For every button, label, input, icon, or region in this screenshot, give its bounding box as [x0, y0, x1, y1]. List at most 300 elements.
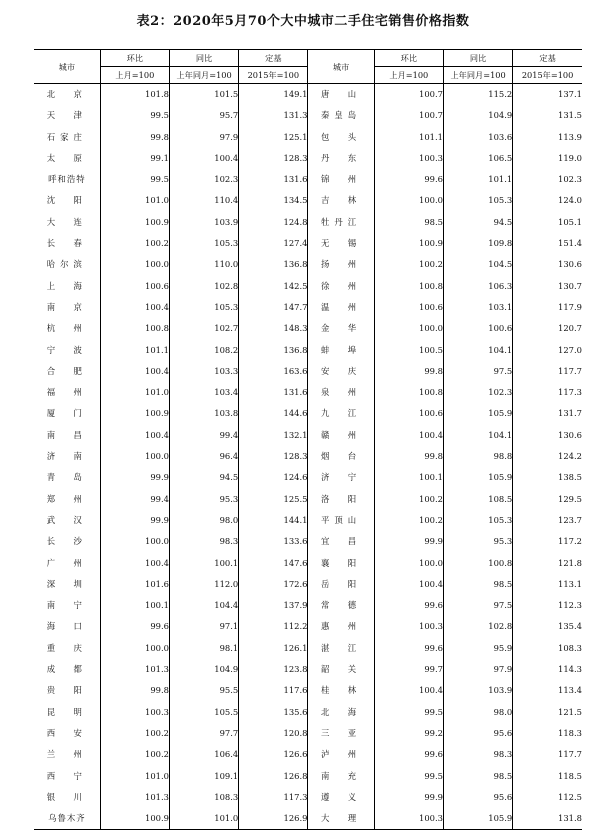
yoy-value-cell: 108.2 [169, 340, 238, 361]
city-cell: 湛 江 [308, 638, 374, 659]
yoy-value-cell: 106.3 [443, 276, 512, 297]
mom-value-cell: 100.8 [374, 382, 443, 403]
city-cell: 三 亚 [308, 723, 374, 744]
base-value-cell: 147.7 [239, 297, 308, 318]
city-cell: 南 京 [46, 301, 87, 312]
base-value-cell: 144.1 [239, 510, 308, 531]
base-header-left: 定基 [239, 50, 308, 67]
mom-value-cell: 100.4 [374, 425, 443, 446]
city-cell: 天 津 [46, 110, 87, 121]
city-cell: 牡丹江 [308, 212, 374, 233]
base-value-cell: 102.3 [513, 169, 582, 190]
mom-value-cell: 99.6 [374, 638, 443, 659]
table-row [34, 318, 582, 339]
table-row [34, 403, 582, 424]
mom-value-cell: 100.5 [374, 340, 443, 361]
city-cell: 平顶山 [308, 510, 374, 531]
base-value-cell: 112.3 [513, 595, 582, 616]
base-value-cell: 131.6 [239, 382, 308, 403]
base-value-cell: 112.2 [239, 616, 308, 637]
base-value-cell: 135.4 [513, 616, 582, 637]
city-cell: 哈尔滨 [46, 259, 87, 270]
yoy-value-cell: 103.8 [169, 403, 238, 424]
page-title: 表2：2020年5月70个大中城市二手住宅销售价格指数 [136, 14, 470, 29]
city-cell: 宁 波 [46, 344, 87, 355]
base-value-cell: 129.5 [513, 489, 582, 510]
mom-value-cell: 100.3 [374, 616, 443, 637]
yoy-value-cell: 97.9 [443, 659, 512, 680]
city-cell: 武 汉 [46, 514, 87, 525]
city-cell: 济 南 [46, 451, 87, 462]
yoy-value-cell: 95.9 [443, 638, 512, 659]
base-value-cell: 127.0 [513, 340, 582, 361]
base-value-cell: 118.5 [513, 766, 582, 787]
city-cell: 杭 州 [46, 323, 87, 334]
base-value-cell: 123.8 [239, 659, 308, 680]
mom-value-cell: 100.4 [374, 680, 443, 701]
yoy-value-cell: 105.3 [443, 510, 512, 531]
mom-value-cell: 100.0 [374, 190, 443, 211]
table-row [34, 382, 582, 403]
city-cell: 大 理 [308, 808, 374, 830]
yoy-value-cell: 94.5 [169, 467, 238, 488]
table-row [34, 340, 582, 361]
yoy-value-cell: 110.4 [169, 190, 238, 211]
yoy-value-cell: 98.3 [169, 531, 238, 552]
table-row [34, 595, 582, 616]
base-value-cell: 117.7 [513, 361, 582, 382]
yoy-value-cell: 98.8 [443, 446, 512, 467]
yoy-value-cell: 101.0 [169, 808, 238, 830]
table-row [34, 638, 582, 659]
base-value-cell: 136.8 [239, 340, 308, 361]
city-cell: 兰 州 [46, 749, 87, 760]
base-value-cell: 125.1 [239, 127, 308, 148]
base-value-cell: 131.8 [513, 808, 582, 830]
base-value-cell: 113.4 [513, 680, 582, 701]
mom-sub-left: 上月=100 [100, 67, 169, 84]
city-cell: 厦 门 [46, 408, 87, 419]
table-row [34, 489, 582, 510]
base-value-cell: 163.6 [239, 361, 308, 382]
city-cell: 泉 州 [308, 382, 374, 403]
city-cell: 大 连 [46, 216, 87, 227]
yoy-value-cell: 104.5 [443, 254, 512, 275]
yoy-value-cell: 95.7 [169, 105, 238, 126]
base-value-cell: 113.1 [513, 574, 582, 595]
city-cell: 金 华 [308, 318, 374, 339]
yoy-value-cell: 105.3 [169, 233, 238, 254]
base-value-cell: 130.7 [513, 276, 582, 297]
mom-value-cell: 100.2 [100, 723, 169, 744]
mom-value-cell: 100.9 [100, 808, 169, 830]
yoy-sub-right: 上年同月=100 [443, 67, 512, 84]
yoy-value-cell: 101.1 [443, 169, 512, 190]
city-cell: 乌鲁木齐 [34, 808, 100, 830]
base-value-cell: 117.7 [513, 744, 582, 765]
mom-value-cell: 99.5 [374, 702, 443, 723]
yoy-value-cell: 95.5 [169, 680, 238, 701]
price-index-table [34, 49, 582, 830]
yoy-value-cell: 104.1 [443, 340, 512, 361]
mom-value-cell: 100.0 [374, 318, 443, 339]
yoy-value-cell: 108.3 [169, 787, 238, 808]
base-value-cell: 124.2 [513, 446, 582, 467]
city-cell: 北 京 [46, 89, 87, 99]
yoy-value-cell: 102.3 [443, 382, 512, 403]
city-cell: 济 宁 [308, 467, 374, 488]
mom-value-cell: 99.5 [374, 766, 443, 787]
mom-value-cell: 99.8 [100, 127, 169, 148]
table-row [34, 531, 582, 552]
base-value-cell: 131.6 [239, 169, 308, 190]
base-value-cell: 113.9 [513, 127, 582, 148]
city-cell: 青 岛 [46, 472, 87, 483]
mom-value-cell: 99.8 [374, 361, 443, 382]
yoy-value-cell: 112.0 [169, 574, 238, 595]
yoy-value-cell: 100.8 [443, 553, 512, 574]
yoy-value-cell: 109.1 [169, 766, 238, 787]
yoy-value-cell: 105.3 [443, 190, 512, 211]
yoy-value-cell: 100.1 [169, 553, 238, 574]
mom-value-cell: 100.0 [374, 553, 443, 574]
table-row [34, 723, 582, 744]
yoy-value-cell: 105.5 [169, 702, 238, 723]
yoy-value-cell: 106.5 [443, 148, 512, 169]
mom-value-cell: 101.0 [100, 766, 169, 787]
table-row [34, 787, 582, 808]
base-value-cell: 105.1 [513, 212, 582, 233]
yoy-value-cell: 95.6 [443, 787, 512, 808]
city-cell: 惠 州 [308, 616, 374, 637]
mom-header-right: 环比 [374, 50, 443, 67]
base-value-cell: 148.3 [239, 318, 308, 339]
yoy-value-cell: 99.4 [169, 425, 238, 446]
yoy-value-cell: 105.9 [443, 808, 512, 830]
mom-value-cell: 99.9 [374, 787, 443, 808]
base-value-cell: 137.9 [239, 595, 308, 616]
yoy-value-cell: 115.2 [443, 84, 512, 106]
yoy-value-cell: 102.7 [169, 318, 238, 339]
mom-value-cell: 99.9 [374, 531, 443, 552]
yoy-value-cell: 110.0 [169, 254, 238, 275]
city-cell: 南 充 [308, 766, 374, 787]
yoy-value-cell: 105.9 [443, 467, 512, 488]
mom-value-cell: 101.6 [100, 574, 169, 595]
yoy-value-cell: 103.4 [169, 382, 238, 403]
mom-value-cell: 100.0 [100, 446, 169, 467]
mom-value-cell: 101.3 [100, 787, 169, 808]
base-value-cell: 124.8 [239, 212, 308, 233]
mom-value-cell: 99.6 [100, 616, 169, 637]
table-row [34, 127, 582, 148]
base-value-cell: 136.8 [239, 254, 308, 275]
city-cell: 锦 州 [308, 169, 374, 190]
city-cell: 九 江 [308, 403, 374, 424]
mom-value-cell: 100.6 [100, 276, 169, 297]
city-cell: 桂 林 [308, 680, 374, 701]
table-row [34, 553, 582, 574]
mom-value-cell: 99.6 [374, 595, 443, 616]
mom-value-cell: 100.1 [374, 467, 443, 488]
yoy-sub-left: 上年同月=100 [169, 67, 238, 84]
city-cell: 海 口 [46, 621, 87, 632]
table-row [34, 446, 582, 467]
base-value-cell: 119.0 [513, 148, 582, 169]
table-row [34, 169, 582, 190]
city-cell: 徐 州 [308, 276, 374, 297]
mom-value-cell: 101.1 [100, 340, 169, 361]
city-cell: 岳 阳 [308, 574, 374, 595]
city-cell: 南 宁 [46, 600, 87, 611]
base-value-cell: 149.1 [239, 84, 308, 106]
mom-sub-right: 上月=100 [374, 67, 443, 84]
yoy-value-cell: 104.1 [443, 425, 512, 446]
mom-value-cell: 99.5 [100, 105, 169, 126]
yoy-value-cell: 100.6 [443, 318, 512, 339]
base-value-cell: 120.8 [239, 723, 308, 744]
city-cell: 长 沙 [46, 536, 87, 547]
table-row [34, 212, 582, 233]
yoy-value-cell: 98.1 [169, 638, 238, 659]
yoy-value-cell: 98.0 [443, 702, 512, 723]
mom-value-cell: 100.0 [100, 254, 169, 275]
yoy-value-cell: 97.1 [169, 616, 238, 637]
table-row [34, 190, 582, 211]
yoy-value-cell: 97.7 [169, 723, 238, 744]
mom-value-cell: 99.2 [374, 723, 443, 744]
yoy-value-cell: 103.9 [169, 212, 238, 233]
city-cell: 唐 山 [308, 84, 374, 106]
mom-value-cell: 99.8 [374, 446, 443, 467]
city-cell: 蚌 埠 [308, 340, 374, 361]
base-value-cell: 130.6 [513, 254, 582, 275]
yoy-value-cell: 102.3 [169, 169, 238, 190]
mom-value-cell: 100.9 [374, 233, 443, 254]
base-value-cell: 132.1 [239, 425, 308, 446]
city-cell: 广 州 [46, 557, 87, 568]
yoy-value-cell: 95.3 [443, 531, 512, 552]
base-value-cell: 121.8 [513, 553, 582, 574]
base-value-cell: 131.7 [513, 403, 582, 424]
base-value-cell: 135.6 [239, 702, 308, 723]
table-row [34, 467, 582, 488]
base-value-cell: 117.6 [239, 680, 308, 701]
mom-value-cell: 100.4 [374, 574, 443, 595]
city-cell: 包 头 [308, 127, 374, 148]
city-cell: 长 春 [46, 238, 87, 249]
base-value-cell: 117.9 [513, 297, 582, 318]
city-header-left: 城市 [34, 50, 100, 84]
mom-value-cell: 100.2 [100, 744, 169, 765]
city-cell: 成 都 [46, 664, 87, 675]
table-row [34, 510, 582, 531]
table-row [34, 659, 582, 680]
table-row [34, 105, 582, 126]
table-row [34, 297, 582, 318]
mom-value-cell: 100.3 [374, 808, 443, 830]
city-cell: 温 州 [308, 297, 374, 318]
base-sub-right: 2015年=100 [513, 67, 582, 84]
mom-value-cell: 100.4 [100, 361, 169, 382]
base-value-cell: 126.1 [239, 638, 308, 659]
base-value-cell: 127.4 [239, 233, 308, 254]
base-value-cell: 131.5 [513, 105, 582, 126]
city-cell: 扬 州 [308, 254, 374, 275]
mom-value-cell: 101.1 [374, 127, 443, 148]
base-value-cell: 134.5 [239, 190, 308, 211]
mom-value-cell: 100.3 [374, 148, 443, 169]
city-cell: 福 州 [46, 387, 87, 398]
yoy-value-cell: 98.3 [443, 744, 512, 765]
table-row [34, 148, 582, 169]
mom-value-cell: 99.6 [374, 744, 443, 765]
mom-value-cell: 99.6 [374, 169, 443, 190]
mom-value-cell: 99.4 [100, 489, 169, 510]
table-row [34, 254, 582, 275]
city-cell: 烟 台 [308, 446, 374, 467]
base-value-cell: 133.6 [239, 531, 308, 552]
table-row [34, 680, 582, 701]
yoy-value-cell: 104.4 [169, 595, 238, 616]
yoy-value-cell: 98.0 [169, 510, 238, 531]
base-value-cell: 128.3 [239, 446, 308, 467]
city-cell: 吉 林 [308, 190, 374, 211]
base-value-cell: 121.5 [513, 702, 582, 723]
base-value-cell: 147.6 [239, 553, 308, 574]
mom-value-cell: 100.8 [100, 318, 169, 339]
city-cell: 遵 义 [308, 787, 374, 808]
city-cell: 合 肥 [46, 365, 87, 376]
yoy-value-cell: 102.8 [443, 616, 512, 637]
yoy-value-cell: 108.5 [443, 489, 512, 510]
yoy-value-cell: 94.5 [443, 212, 512, 233]
yoy-value-cell: 103.1 [443, 297, 512, 318]
city-cell: 襄 阳 [308, 553, 374, 574]
header-row-main [34, 50, 582, 67]
yoy-value-cell: 97.9 [169, 127, 238, 148]
city-cell: 泸 州 [308, 744, 374, 765]
table-row [34, 276, 582, 297]
mom-value-cell: 99.8 [100, 680, 169, 701]
city-cell: 银 川 [46, 791, 87, 802]
mom-value-cell: 100.4 [100, 297, 169, 318]
mom-value-cell: 100.4 [100, 553, 169, 574]
base-sub-left: 2015年=100 [239, 67, 308, 84]
yoy-value-cell: 95.3 [169, 489, 238, 510]
city-header-right: 城市 [308, 50, 374, 84]
base-value-cell: 172.6 [239, 574, 308, 595]
base-value-cell: 126.8 [239, 766, 308, 787]
yoy-value-cell: 106.4 [169, 744, 238, 765]
mom-value-cell: 100.6 [374, 403, 443, 424]
mom-value-cell: 98.5 [374, 212, 443, 233]
mom-value-cell: 101.8 [100, 84, 169, 106]
city-cell: 呼和浩特 [48, 174, 86, 185]
yoy-value-cell: 105.9 [443, 403, 512, 424]
mom-header-left: 环比 [100, 50, 169, 67]
mom-value-cell: 100.7 [374, 84, 443, 106]
city-cell: 秦皇岛 [308, 105, 374, 126]
base-value-cell: 142.5 [239, 276, 308, 297]
yoy-header-left: 同比 [169, 50, 238, 67]
base-header-right: 定基 [513, 50, 582, 67]
city-cell: 重 庆 [46, 642, 87, 653]
mom-value-cell: 100.2 [374, 510, 443, 531]
city-cell: 宜 昌 [308, 531, 374, 552]
yoy-value-cell: 103.3 [169, 361, 238, 382]
base-value-cell: 120.7 [513, 318, 582, 339]
base-value-cell: 117.3 [239, 787, 308, 808]
base-value-cell: 124.0 [513, 190, 582, 211]
table-row [34, 425, 582, 446]
base-value-cell: 118.3 [513, 723, 582, 744]
yoy-value-cell: 98.5 [443, 766, 512, 787]
mom-value-cell: 99.1 [100, 148, 169, 169]
table-row [34, 766, 582, 787]
mom-value-cell: 100.6 [374, 297, 443, 318]
base-value-cell: 126.9 [239, 808, 308, 830]
base-value-cell: 138.5 [513, 467, 582, 488]
yoy-value-cell: 104.9 [169, 659, 238, 680]
city-cell: 上 海 [46, 280, 87, 291]
base-value-cell: 117.3 [513, 382, 582, 403]
base-value-cell: 112.5 [513, 787, 582, 808]
mom-value-cell: 101.0 [100, 190, 169, 211]
mom-value-cell: 100.1 [100, 595, 169, 616]
city-cell: 南 昌 [46, 429, 87, 440]
yoy-value-cell: 103.9 [443, 680, 512, 701]
mom-value-cell: 100.7 [374, 105, 443, 126]
yoy-value-cell: 101.5 [169, 84, 238, 106]
yoy-value-cell: 97.5 [443, 595, 512, 616]
base-value-cell: 125.5 [239, 489, 308, 510]
city-cell: 西 宁 [46, 770, 87, 781]
table-row [34, 233, 582, 254]
city-cell: 常 德 [308, 595, 374, 616]
base-value-cell: 124.6 [239, 467, 308, 488]
city-cell: 北 海 [308, 702, 374, 723]
table-row [34, 744, 582, 765]
yoy-header-right: 同比 [443, 50, 512, 67]
table-row [34, 616, 582, 637]
mom-value-cell: 99.9 [100, 510, 169, 531]
city-cell: 赣 州 [308, 425, 374, 446]
yoy-value-cell: 95.6 [443, 723, 512, 744]
base-value-cell: 128.3 [239, 148, 308, 169]
city-cell: 安 庆 [308, 361, 374, 382]
city-cell: 沈 阳 [46, 195, 87, 206]
yoy-value-cell: 97.5 [443, 361, 512, 382]
yoy-value-cell: 102.8 [169, 276, 238, 297]
base-value-cell: 117.2 [513, 531, 582, 552]
mom-value-cell: 100.9 [100, 212, 169, 233]
base-value-cell: 151.4 [513, 233, 582, 254]
city-cell: 韶 关 [308, 659, 374, 680]
city-cell: 贵 阳 [46, 685, 87, 696]
mom-value-cell: 100.2 [374, 254, 443, 275]
mom-value-cell: 100.3 [100, 702, 169, 723]
mom-value-cell: 99.7 [374, 659, 443, 680]
mom-value-cell: 99.5 [100, 169, 169, 190]
city-cell: 丹 东 [308, 148, 374, 169]
mom-value-cell: 100.0 [100, 531, 169, 552]
mom-value-cell: 101.3 [100, 659, 169, 680]
city-cell: 郑 州 [46, 493, 87, 504]
table-row [34, 702, 582, 723]
base-value-cell: 144.6 [239, 403, 308, 424]
mom-value-cell: 101.0 [100, 382, 169, 403]
